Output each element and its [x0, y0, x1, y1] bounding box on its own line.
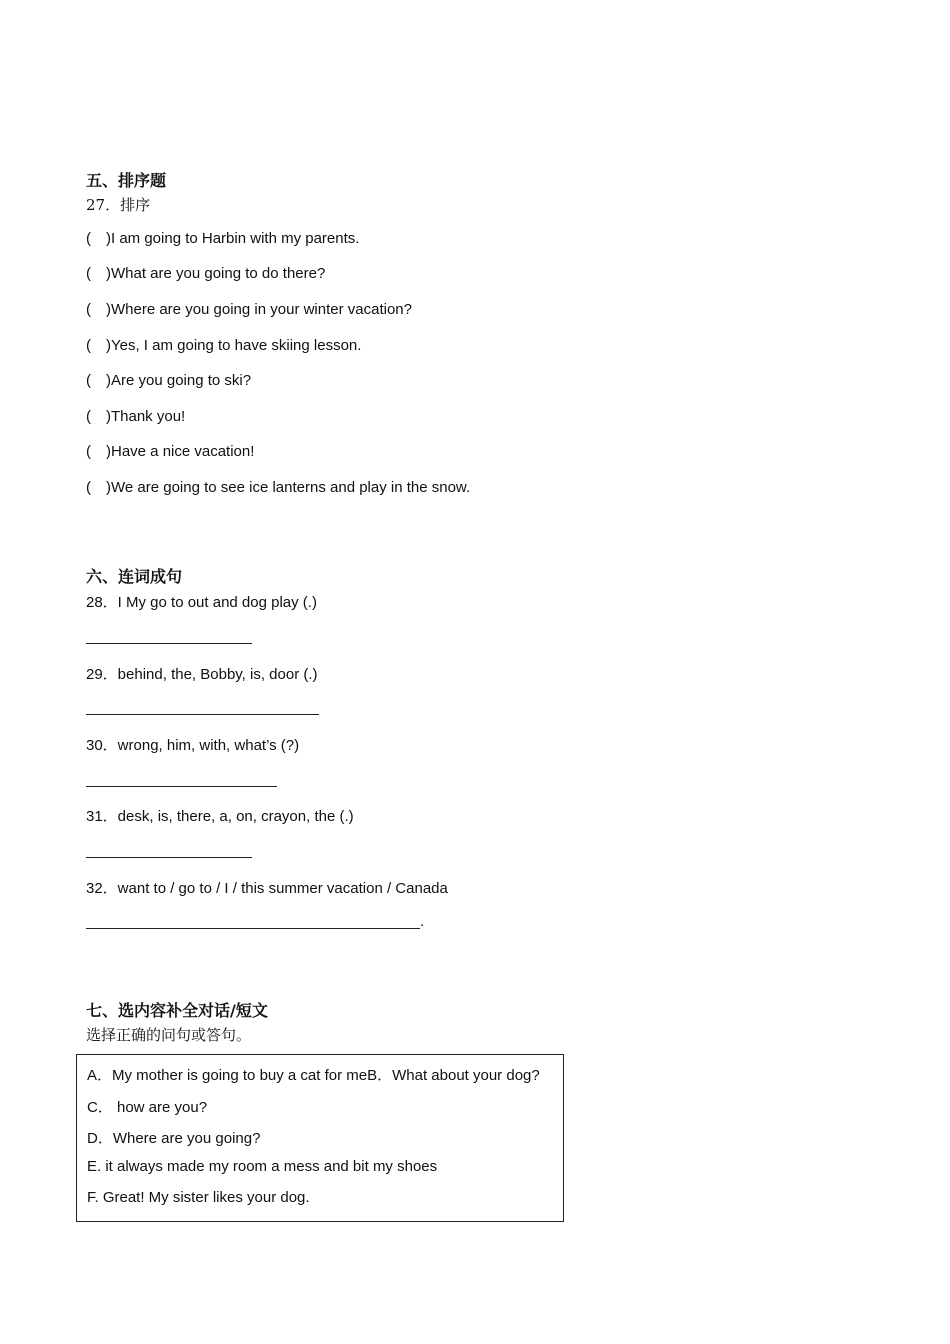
order-item-text: )Yes, I am going to have skiing lesson.: [106, 337, 362, 354]
order-item[interactable]: [86, 301, 412, 318]
paren-left: (: [86, 479, 91, 496]
order-item[interactable]: [86, 408, 185, 425]
answer-end-period: .: [420, 913, 425, 930]
answer-line-30[interactable]: [86, 785, 277, 787]
section-6-heading: 六、连词成句: [86, 567, 183, 586]
order-item[interactable]: [86, 230, 359, 247]
paren-left: (: [86, 230, 91, 247]
answer-line-28[interactable]: [86, 642, 252, 644]
order-item[interactable]: [86, 337, 361, 354]
order-item[interactable]: [86, 265, 325, 282]
option-d: D．Where are you going?: [87, 1130, 261, 1147]
answer-line-31[interactable]: [86, 856, 252, 858]
order-item[interactable]: [86, 443, 254, 460]
option-e: E. it always made my room a mess and bit my shoes: [87, 1158, 438, 1175]
option-c: C． how are you?: [87, 1099, 208, 1116]
answer-line-29[interactable]: [86, 713, 319, 715]
answer-line-32[interactable]: [86, 927, 420, 929]
question-29: 29．behind, the, Bobby, is, door (.): [86, 666, 318, 683]
paren-left: (: [86, 443, 91, 460]
question-27-label: 27．排序: [86, 196, 151, 214]
paren-left: (: [86, 408, 91, 425]
question-32: 32．want to / go to / I / this summer vacation / Canada: [86, 880, 448, 897]
order-item[interactable]: [86, 479, 470, 496]
paren-left: (: [86, 265, 91, 282]
section-7-instruction: 选择正确的问句或答句。: [86, 1026, 252, 1044]
paren-left: (: [86, 337, 91, 354]
option-a: A．My mother is going to buy a cat for meB．What about your dog?: [87, 1067, 540, 1084]
question-30: 30．wrong, him, with, what’s (?): [86, 737, 300, 754]
order-item-text: )What are you going to do there?: [106, 265, 326, 282]
paren-left: (: [86, 372, 91, 389]
order-item-text: )Are you going to ski?: [106, 372, 252, 389]
order-item-text: )Have a nice vacation!: [106, 443, 255, 460]
question-28: 28．I My go to out and dog play (.): [86, 594, 317, 611]
order-item[interactable]: [86, 372, 251, 389]
question-31: 31．desk, is, there, a, on, crayon, the (.): [86, 808, 354, 825]
section-7-heading: 七、选内容补全对话/短文: [86, 1001, 268, 1020]
order-item-text: )We are going to see ice lanterns and play in the snow.: [106, 479, 471, 496]
order-item-text: )I am going to Harbin with my parents.: [106, 230, 360, 247]
order-item-text: )Thank you!: [106, 408, 186, 425]
paren-left: (: [86, 301, 91, 318]
section-5-heading: 五、排序题: [86, 171, 167, 190]
options-box: [76, 1054, 564, 1222]
order-item-text: )Where are you going in your winter vacation?: [106, 301, 412, 318]
option-f: F. Great! My sister likes your dog.: [87, 1189, 310, 1206]
